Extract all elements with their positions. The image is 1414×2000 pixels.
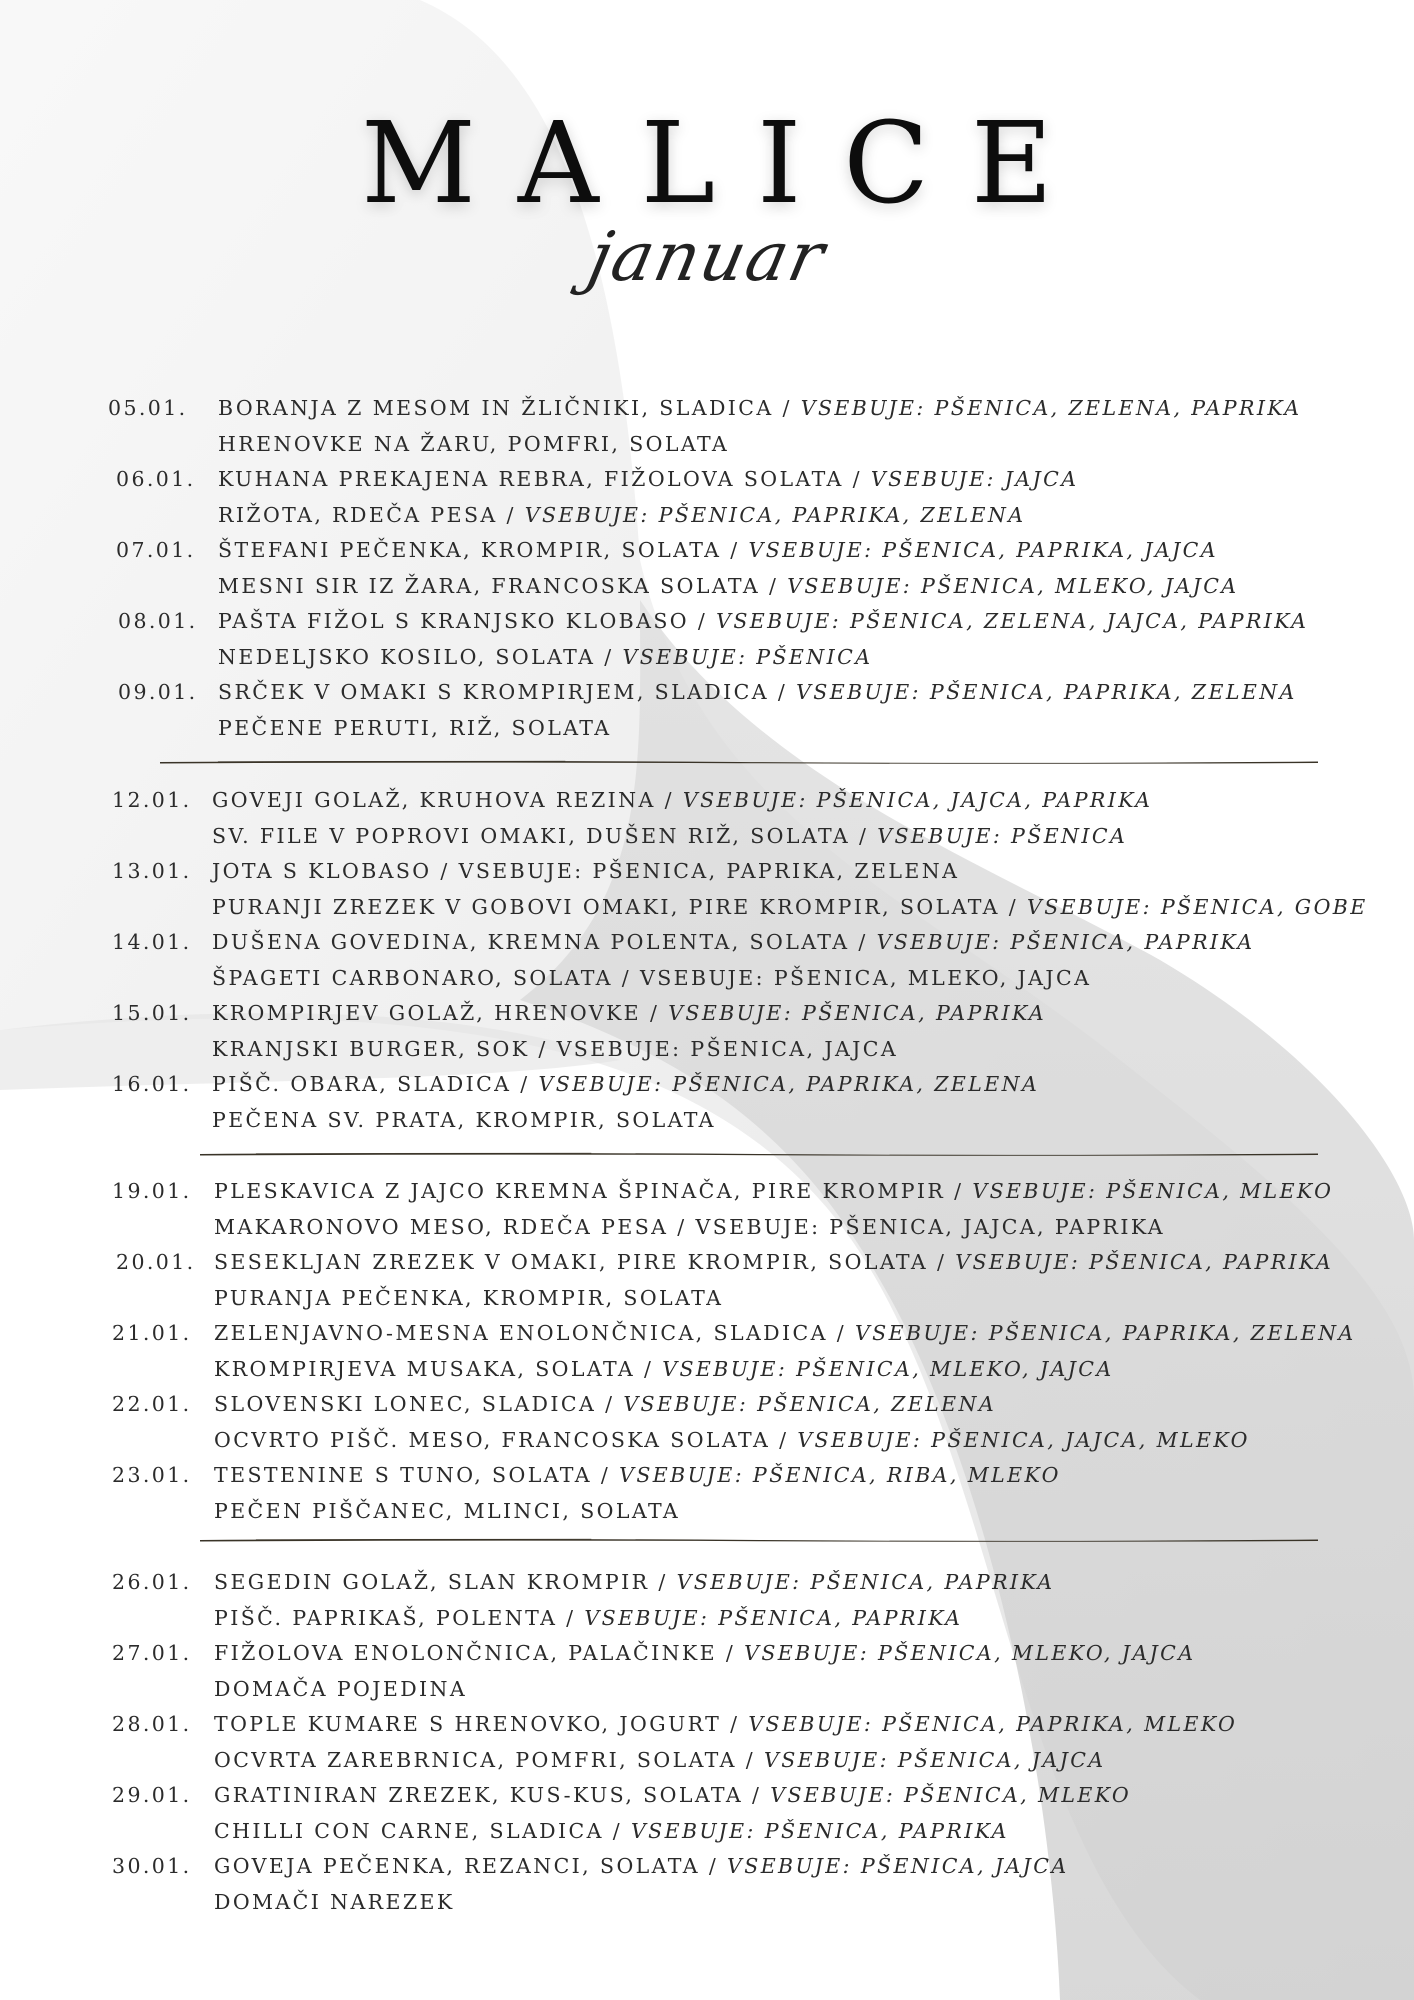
meal-2-name: PURANJI ZREZEK V GOBOVI OMAKI, PIRE KROMPIR, SOLATA / bbox=[212, 894, 1028, 919]
meal-1 bbox=[218, 532, 1218, 568]
meal-1-name: ZELENJAVNO-MESNA ENOLONČNICA, SLADICA / bbox=[214, 1321, 855, 1345]
meal-1 bbox=[214, 1706, 1237, 1742]
meal-2 bbox=[214, 1493, 680, 1529]
week-divider bbox=[200, 1536, 1318, 1544]
meal-2-name: CHILLI CON CARNE, SLADICA / bbox=[214, 1818, 631, 1843]
day-date: 28.01. bbox=[112, 1712, 192, 1736]
day-date: 20.01. bbox=[116, 1250, 196, 1274]
day-date: 09.01. bbox=[118, 680, 198, 704]
meal-2-name: MAKARONOVO MESO, RDEČA PESA / VSEBUJE: PŠENICA, JAJCA, PAPRIKA bbox=[214, 1214, 1165, 1239]
week-divider bbox=[160, 758, 1318, 766]
meal-2-name: ŠPAGETI CARBONARO, SOLATA / VSEBUJE: PŠENICA, MLEKO, JAJCA bbox=[212, 965, 1092, 990]
meal-1-name: PAŠTA FIŽOL S KRANJSKO KLOBASO / bbox=[218, 609, 717, 633]
meal-1-allergens: VSEBUJE: PŠENICA, ZELENA, JAJCA, PAPRIKA bbox=[716, 609, 1309, 633]
meal-2-allergens: VSEBUJE: PŠENICA, PAPRIKA bbox=[630, 1818, 1009, 1843]
meal-2-name: NEDELJSKO KOSILO, SOLATA / bbox=[218, 644, 623, 669]
meal-2-allergens: VSEBUJE: PŠENICA, GOBE bbox=[1027, 894, 1368, 919]
meal-2-name: PEČENA SV. PRATA, KROMPIR, SOLATA bbox=[212, 1107, 716, 1132]
meal-2-name: DOMAČI NAREZEK bbox=[214, 1889, 455, 1914]
meal-2 bbox=[214, 1813, 1009, 1849]
meal-2-name: OCVRTA ZAREBRNICA, POMFRI, SOLATA / bbox=[214, 1747, 764, 1772]
day-date: 21.01. bbox=[112, 1321, 192, 1345]
page-title: MALICE bbox=[361, 99, 1095, 229]
day-date: 07.01. bbox=[116, 538, 196, 562]
meal-1-name: GRATINIRAN ZREZEK, KUS-KUS, SOLATA / bbox=[214, 1783, 771, 1807]
day-date: 12.01. bbox=[112, 788, 192, 812]
day-date: 05.01. bbox=[108, 396, 188, 420]
meal-2-name: MESNI SIR IZ ŽARA, FRANCOSKA SOLATA / bbox=[218, 573, 788, 598]
meal-1-allergens: VSEBUJE: PŠENICA, JAJCA bbox=[727, 1854, 1069, 1878]
meal-1-allergens: VSEBUJE: PŠENICA, ZELENA bbox=[623, 1392, 997, 1416]
meal-1-name: GOVEJA PEČENKA, REZANCI, SOLATA / bbox=[214, 1854, 728, 1878]
meal-1-allergens: VSEBUJE: PŠENICA, PAPRIKA bbox=[676, 1570, 1055, 1594]
meal-1-name: GOVEJI GOLAŽ, KRUHOVA REZINA / bbox=[212, 788, 683, 812]
meal-2-name: KRANJSKI BURGER, SOK / VSEBUJE: PŠENICA, JAJCA bbox=[212, 1036, 899, 1061]
meal-1-name: SESEKLJAN ZREZEK V OMAKI, PIRE KROMPIR, SOLATA / bbox=[214, 1250, 956, 1274]
meal-2 bbox=[212, 1102, 716, 1138]
meal-2-name: PURANJA PEČENKA, KROMPIR, SOLATA bbox=[214, 1285, 724, 1310]
meal-2 bbox=[214, 1280, 723, 1316]
meal-1 bbox=[214, 1244, 1333, 1280]
meal-2 bbox=[214, 1671, 467, 1707]
meal-1-allergens: VSEBUJE: PŠENICA, PAPRIKA, MLEKO bbox=[748, 1712, 1238, 1736]
meal-2-name: RIŽOTA, RDEČA PESA / bbox=[218, 502, 525, 527]
meal-1-allergens: VSEBUJE: PŠENICA, JAJCA, PAPRIKA bbox=[682, 788, 1153, 812]
meal-2-allergens: VSEBUJE: PŠENICA, JAJCA, MLEKO bbox=[797, 1427, 1250, 1452]
meal-1 bbox=[214, 1848, 1069, 1884]
meal-1-name: ŠTEFANI PEČENKA, KROMPIR, SOLATA / bbox=[218, 538, 749, 562]
meal-2 bbox=[214, 1884, 455, 1920]
meal-1-name: SEGEDIN GOLAŽ, SLAN KROMPIR / bbox=[214, 1570, 677, 1594]
meal-1-allergens: VSEBUJE: PŠENICA, MLEKO, JAJCA bbox=[744, 1641, 1196, 1665]
week-divider bbox=[200, 1150, 1318, 1158]
meal-2-name: PEČENE PERUTI, RIŽ, SOLATA bbox=[218, 715, 612, 740]
meal-1-name: KUHANA PREKAJENA REBRA, FIŽOLOVA SOLATA / bbox=[218, 467, 871, 491]
page-subtitle: januar bbox=[581, 218, 833, 297]
meal-1-allergens: VSEBUJE: PŠENICA, MLEKO bbox=[972, 1179, 1334, 1203]
meal-1-allergens: VSEBUJE: PŠENICA, PAPRIKA, ZELENA bbox=[538, 1072, 1040, 1096]
meal-1-allergens: VSEBUJE: PŠENICA, PAPRIKA bbox=[955, 1250, 1334, 1274]
meal-2-allergens: VSEBUJE: PŠENICA, JAJCA bbox=[763, 1747, 1106, 1772]
meal-2 bbox=[214, 1742, 1105, 1778]
day-date: 29.01. bbox=[112, 1783, 192, 1807]
meal-1 bbox=[218, 390, 1301, 426]
meal-1-name: TESTENINE S TUNO, SOLATA / bbox=[214, 1463, 620, 1487]
meal-1-allergens: VSEBUJE: JAJCA bbox=[870, 467, 1079, 491]
meal-1-name: KROMPIRJEV GOLAŽ, HRENOVKE / bbox=[212, 1001, 669, 1025]
day-date: 27.01. bbox=[112, 1641, 192, 1665]
meal-2 bbox=[214, 1422, 1250, 1458]
meal-1-name: FIŽOLOVA ENOLONČNICA, PALAČINKE / bbox=[214, 1641, 745, 1665]
meal-1 bbox=[214, 1777, 1131, 1813]
meal-1 bbox=[212, 853, 959, 889]
meal-1 bbox=[214, 1315, 1356, 1351]
meal-1 bbox=[218, 603, 1308, 639]
meal-1 bbox=[214, 1635, 1195, 1671]
meal-2-allergens: VSEBUJE: PŠENICA, MLEKO, JAJCA bbox=[662, 1356, 1114, 1381]
meal-1 bbox=[212, 782, 1152, 818]
meal-1-allergens: VSEBUJE: PŠENICA, PAPRIKA, JAJCA bbox=[748, 538, 1218, 562]
day-date: 19.01. bbox=[112, 1179, 192, 1203]
meal-1-name: SRČEK V OMAKI S KROMPIRJEM, SLADICA / bbox=[218, 680, 797, 704]
day-date: 26.01. bbox=[112, 1570, 192, 1594]
meal-2 bbox=[214, 1351, 1114, 1387]
meal-1-name: TOPLE KUMARE S HRENOVKO, JOGURT / bbox=[214, 1712, 749, 1736]
meal-2-allergens: VSEBUJE: PŠENICA, MLEKO, JAJCA bbox=[787, 573, 1239, 598]
meal-2 bbox=[212, 889, 1368, 925]
meal-1-allergens: VSEBUJE: PŠENICA, PAPRIKA bbox=[876, 930, 1255, 954]
meal-2 bbox=[214, 1209, 1165, 1245]
meal-2-allergens: VSEBUJE: PŠENICA, PAPRIKA, ZELENA bbox=[524, 502, 1026, 527]
meal-1 bbox=[212, 995, 1046, 1031]
day-date: 16.01. bbox=[112, 1072, 192, 1096]
meal-1-name: JOTA S KLOBASO / VSEBUJE: PŠENICA, PAPRIKA, ZELENA bbox=[212, 859, 960, 883]
meal-1-name: BORANJA Z MESOM IN ŽLIČNIKI, SLADICA / bbox=[218, 396, 801, 420]
meal-1-name: PLESKAVICA Z JAJCO KREMNA ŠPINAČA, PIRE KROMPIR / bbox=[214, 1179, 973, 1203]
day-date: 08.01. bbox=[118, 609, 198, 633]
meal-1-name: PIŠČ. OBARA, SLADICA / bbox=[212, 1072, 539, 1096]
meal-2 bbox=[218, 426, 729, 462]
meal-1-allergens: VSEBUJE: PŠENICA, PAPRIKA bbox=[668, 1001, 1047, 1025]
meal-2 bbox=[218, 497, 1025, 533]
meal-2 bbox=[218, 639, 872, 675]
meal-2-allergens: VSEBUJE: PŠENICA bbox=[877, 823, 1128, 848]
meal-2 bbox=[212, 960, 1091, 996]
meal-2 bbox=[218, 568, 1239, 604]
meal-1 bbox=[218, 674, 1297, 710]
day-date: 06.01. bbox=[116, 467, 196, 491]
meal-1 bbox=[214, 1564, 1055, 1600]
meal-2-name: DOMAČA POJEDINA bbox=[214, 1676, 468, 1701]
day-date: 15.01. bbox=[112, 1001, 192, 1025]
meal-1 bbox=[214, 1173, 1333, 1209]
meal-1-allergens: VSEBUJE: PŠENICA, MLEKO bbox=[770, 1783, 1132, 1807]
meal-1 bbox=[212, 1066, 1039, 1102]
meal-1 bbox=[218, 461, 1078, 497]
meal-1 bbox=[214, 1386, 996, 1422]
day-date: 13.01. bbox=[112, 859, 192, 883]
meal-2-name: SV. FILE V POPROVI OMAKI, DUŠEN RIŽ, SOLATA / bbox=[212, 823, 878, 848]
meal-1-allergens: VSEBUJE: PŠENICA, ZELENA, PAPRIKA bbox=[800, 396, 1302, 420]
meal-2-name: HRENOVKE NA ŽARU, POMFRI, SOLATA bbox=[218, 431, 730, 456]
meal-2-name: KROMPIRJEVA MUSAKA, SOLATA / bbox=[214, 1356, 663, 1381]
day-date: 22.01. bbox=[112, 1392, 192, 1416]
meal-1 bbox=[212, 924, 1255, 960]
meal-2-allergens: VSEBUJE: PŠENICA, PAPRIKA bbox=[584, 1605, 963, 1630]
meal-1-allergens: VSEBUJE: PŠENICA, PAPRIKA, ZELENA bbox=[854, 1321, 1356, 1345]
day-date: 23.01. bbox=[112, 1463, 192, 1487]
meal-1 bbox=[214, 1457, 1061, 1493]
meal-1-name: DUŠENA GOVEDINA, KREMNA POLENTA, SOLATA / bbox=[212, 930, 877, 954]
meal-2-allergens: VSEBUJE: PŠENICA bbox=[622, 644, 873, 669]
meal-1-allergens: VSEBUJE: PŠENICA, RIBA, MLEKO bbox=[619, 1463, 1061, 1487]
meal-2-name: PEČEN PIŠČANEC, MLINCI, SOLATA bbox=[214, 1498, 681, 1523]
meal-1-name: SLOVENSKI LONEC, SLADICA / bbox=[214, 1392, 624, 1416]
meal-2-name: PIŠČ. PAPRIKAŠ, POLENTA / bbox=[214, 1605, 585, 1630]
meal-2-name: OCVRTO PIŠČ. MESO, FRANCOSKA SOLATA / bbox=[214, 1427, 798, 1452]
meal-2 bbox=[218, 710, 611, 746]
meal-2 bbox=[212, 818, 1127, 854]
meal-2 bbox=[212, 1031, 898, 1067]
day-date: 30.01. bbox=[112, 1854, 192, 1878]
day-date: 14.01. bbox=[112, 930, 192, 954]
meal-2 bbox=[214, 1600, 962, 1636]
meal-1-allergens: VSEBUJE: PŠENICA, PAPRIKA, ZELENA bbox=[796, 680, 1297, 704]
